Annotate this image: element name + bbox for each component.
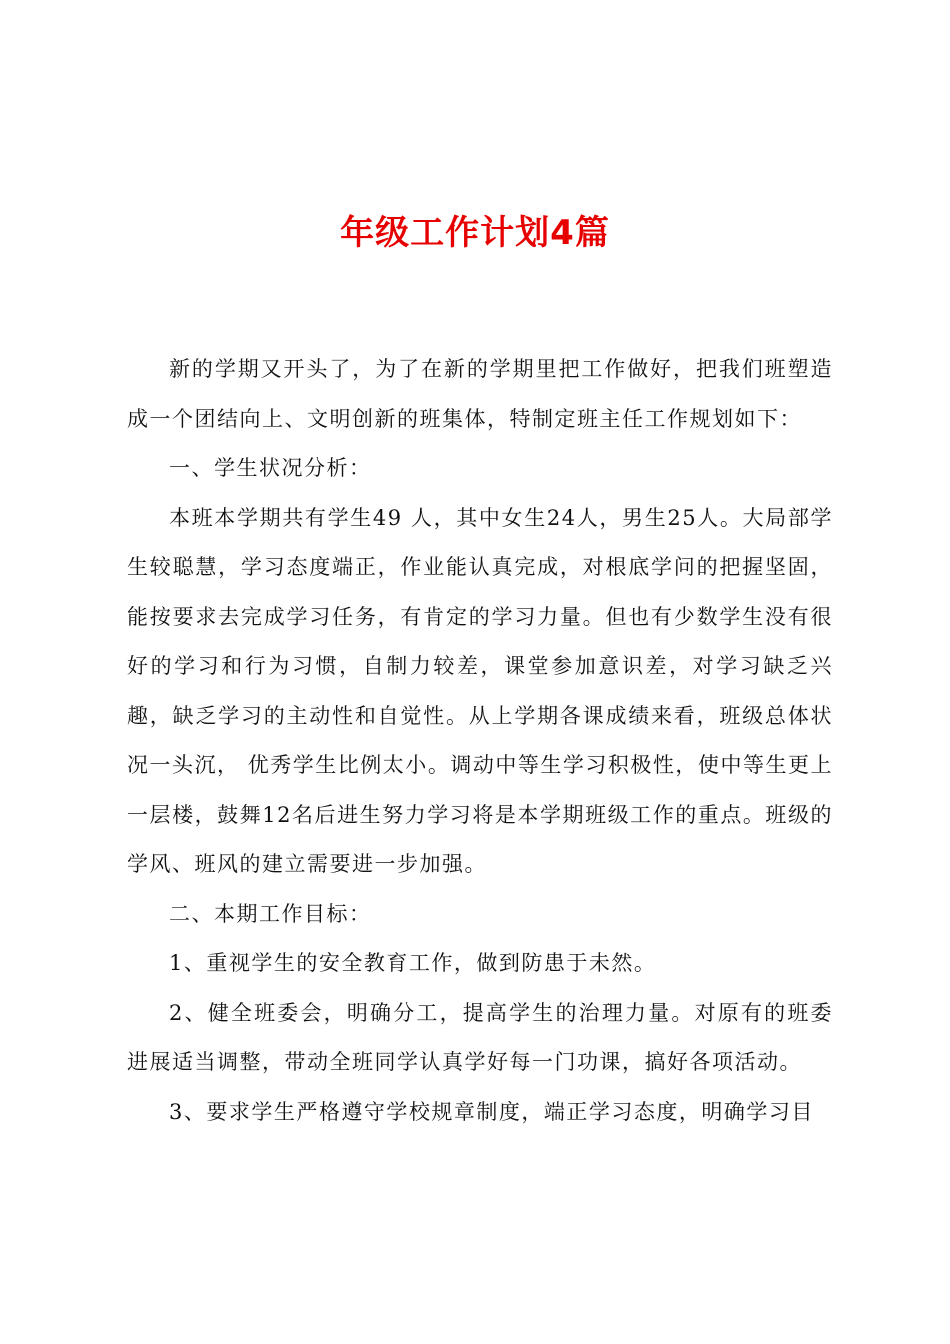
list-item-goal-2: 2、健全班委会，明确分工，提高学生的治理力量。对原有的班委进展适当调整，带动全班同学认真学好每一门功课，搞好各项活动。 xyxy=(127,1000,833,1074)
document-title: 年级工作计划4篇 xyxy=(340,213,610,253)
document-body xyxy=(127,345,833,1137)
section-heading-work-goals: 二、本期工作目标： xyxy=(169,901,372,926)
section-heading-student-analysis: 一、学生状况分析： xyxy=(169,456,372,480)
paragraph-intro: 新的学期又开头了，为了在新的学期里把工作做好，把我们班塑造成一个团结向上、文明创新的班集体，特制定班主任工作规划如下： xyxy=(127,357,833,431)
list-item-goal-1: 1、重视学生的安全教育工作，做到防患于未然。 xyxy=(169,951,657,975)
paragraph-student-analysis: 本班本学期共有学生49 人，其中女生24人，男生25人。大局部学生较聪慧，学习态度端正，作业能认真完成，对根底学问的把握坚固，能按要求去完成学习任务，有肯定的学习力量。但也有少数学生没有很好的学习和行为习惯，自制力较差，课堂参加意识差，对学习缺乏兴趣，缺乏学习的主动性和自觉性。从上学期各课成绩来看，班级总体状况一头沉， 优秀学生比例太小。调动中等生学习积极性，使中等生更上一层楼，鼓舞12名后进生努力学习将是本学期班级工作的重点。班级的学风、班风的建立需要进一步加强。 xyxy=(127,505,833,876)
list-item-goal-3: 3、要求学生严格遵守学校规章制度，端正学习态度，明确学习目 xyxy=(169,1099,814,1124)
